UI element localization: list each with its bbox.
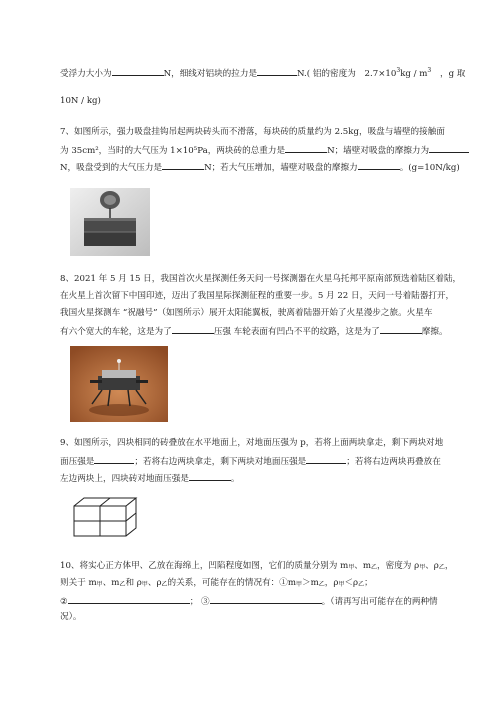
q10-line-3 (60, 594, 438, 608)
q10-sub-5: 甲 (96, 581, 103, 588)
q10-text-p: ； ③ (189, 597, 210, 607)
q10-line-1 (60, 560, 453, 574)
q10-line-4: 况）。 (60, 612, 82, 622)
q10-text-n: ； (364, 578, 373, 588)
q8-text-c: 摩擦。 (421, 327, 448, 337)
q10-text-l: ，ρ (324, 578, 339, 588)
q10-sub-4: 乙 (438, 564, 445, 571)
q10-text-i: 、ρ (147, 578, 162, 588)
q10-text-f: 则关于 m (60, 578, 97, 588)
q9-text-b: ；若将右边两块拿走，剩下两块对地面压强是 (134, 457, 307, 467)
q10-sub-10: 乙 (318, 581, 325, 588)
q9-line-3 (60, 471, 240, 485)
q10-text-e: ， (444, 561, 454, 571)
q7-text-e: 。(g=10N/kg) (399, 163, 460, 173)
q10-text-q: 。（请再写出可能存在的两种情 (321, 597, 438, 607)
q8-line-1: 8、2021 年 5 月 15 日，我国首次火星探测任务天问一号探测器在火星乌托邦平原南部预选着陆区着陆， (60, 274, 462, 284)
q8-line-4 (60, 324, 448, 338)
q8-line-2: 在火星上首次留下中国印迹，迈出了我国星际探测征程的重要一步。5 月 22 日，天问一号着陆器打开， (60, 291, 455, 301)
q9-text-d: 左边两块上，四块砖对地面压强是 (60, 474, 189, 484)
q7-line-1: 7、如图所示，强力吸盘挂钩吊起两块砖头而不滑落，每块砖的质量约为 2.5kg，吸盘与墙壁的接触面 (60, 127, 445, 137)
q7-text-b: N；墙壁对吸盘的摩擦力为 (327, 146, 430, 156)
q10-text-c: ，密度为 ρ (377, 561, 420, 571)
q10-sub-8: 乙 (161, 581, 168, 588)
q6-density-unit-exp: 3 (427, 67, 432, 74)
q6-blank-tension[interactable] (257, 66, 297, 76)
q6-density-unit: kg / m (400, 69, 428, 79)
q7-line-3 (60, 160, 460, 174)
suction-cup-bricks-photo (70, 188, 150, 256)
q8-text-b: 压强 车轮表面有凹凸不平的纹路，这是为了 (213, 327, 380, 337)
q9-text-a: 面压强是 (60, 457, 95, 467)
q7-blank-pressure-force[interactable] (162, 160, 204, 170)
q10-text-k: ＞m (302, 578, 319, 588)
q6-text-c: N.( 铝的密度为 (297, 69, 356, 79)
q8-line-3: 我国火星探测车 “祝融号”（如图所示）展开太阳能翼板，驶离着陆器开始了火星漫步之旅。火星车 (60, 308, 433, 318)
q9-text-e: 。 (230, 474, 240, 484)
q7-blank-friction[interactable] (429, 143, 469, 153)
q10-sub-9: 甲 (296, 581, 303, 588)
q10-blank-case-2[interactable] (68, 594, 190, 604)
q9-blank-right-removed[interactable] (306, 454, 346, 464)
q9-blank-stacked[interactable] (189, 471, 231, 481)
q10-sub-2: 乙 (371, 564, 378, 571)
q7-text-d: N；若大气压增加，墙壁对吸盘的摩擦力 (204, 163, 358, 173)
q10-line-2 (60, 577, 373, 591)
q6-line-1 (60, 65, 465, 80)
q6-text-a: 受浮力大小为 (60, 69, 112, 79)
q10-text-o: ② (60, 597, 68, 607)
q9-line-2 (60, 454, 441, 468)
q8-text-a: 有六个宽大的车轮，这是为了 (60, 327, 172, 337)
q10-sub-3: 甲 (419, 564, 426, 571)
q9-text-c: ；若将右边两块再叠放在 (346, 457, 441, 467)
q10-sub-1: 甲 (348, 564, 355, 571)
q8-blank-pressure[interactable] (172, 324, 214, 334)
q6-text-b: N，细线对铝块的拉力是 (163, 69, 258, 79)
q6-line-2: 10N / kg) (60, 96, 101, 106)
q10-text-h: 和 ρ (125, 578, 142, 588)
q7-blank-gravity[interactable] (285, 143, 327, 153)
q10-blank-case-3[interactable] (210, 594, 322, 604)
mars-rover-photo (70, 346, 168, 422)
q10-sub-12: 乙 (358, 581, 365, 588)
q10-sub-11: 甲 (338, 581, 345, 588)
q10-sub-6: 乙 (119, 581, 126, 588)
q10-sub-7: 甲 (141, 581, 148, 588)
q7-blank-friction-change[interactable] (358, 160, 400, 170)
q7-line-2 (60, 143, 469, 157)
q10-text-a: 10、将实心正方体甲、乙放在海绵上，凹陷程度如图，它们的质量分别为 m (60, 561, 349, 571)
q10-text-d: 、ρ (425, 561, 439, 571)
q10-text-b: 、m (354, 561, 371, 571)
q7-text-a: 为 35cm²，当时的大气压为 1×10⁵Pa，两块砖的总重力是 (60, 146, 286, 156)
q10-text-j: 的关系，可能存在的情况有：①m (167, 578, 296, 588)
stacked-bricks-diagram (70, 494, 140, 544)
q6-blank-buoyancy[interactable] (112, 66, 164, 76)
q6-density-exp: 3 (396, 67, 401, 74)
q6-density (365, 69, 432, 79)
q10-text-g: 、m (102, 578, 120, 588)
q8-blank-friction[interactable] (380, 324, 422, 334)
q10-text-m: ＜ρ (344, 578, 359, 588)
q9-line-1: 9、如图所示，四块相同的砖叠放在水平地面上，对地面压强为 p，若将上面两块拿走，剩下两块对地 (60, 438, 444, 448)
q7-text-c: N，吸盘受到的大气压力是 (60, 163, 163, 173)
q6-density-value: 2.7×10 (364, 69, 397, 79)
q9-blank-top-removed[interactable] (94, 454, 134, 464)
q6-text-d: ，g 取 (439, 69, 466, 79)
